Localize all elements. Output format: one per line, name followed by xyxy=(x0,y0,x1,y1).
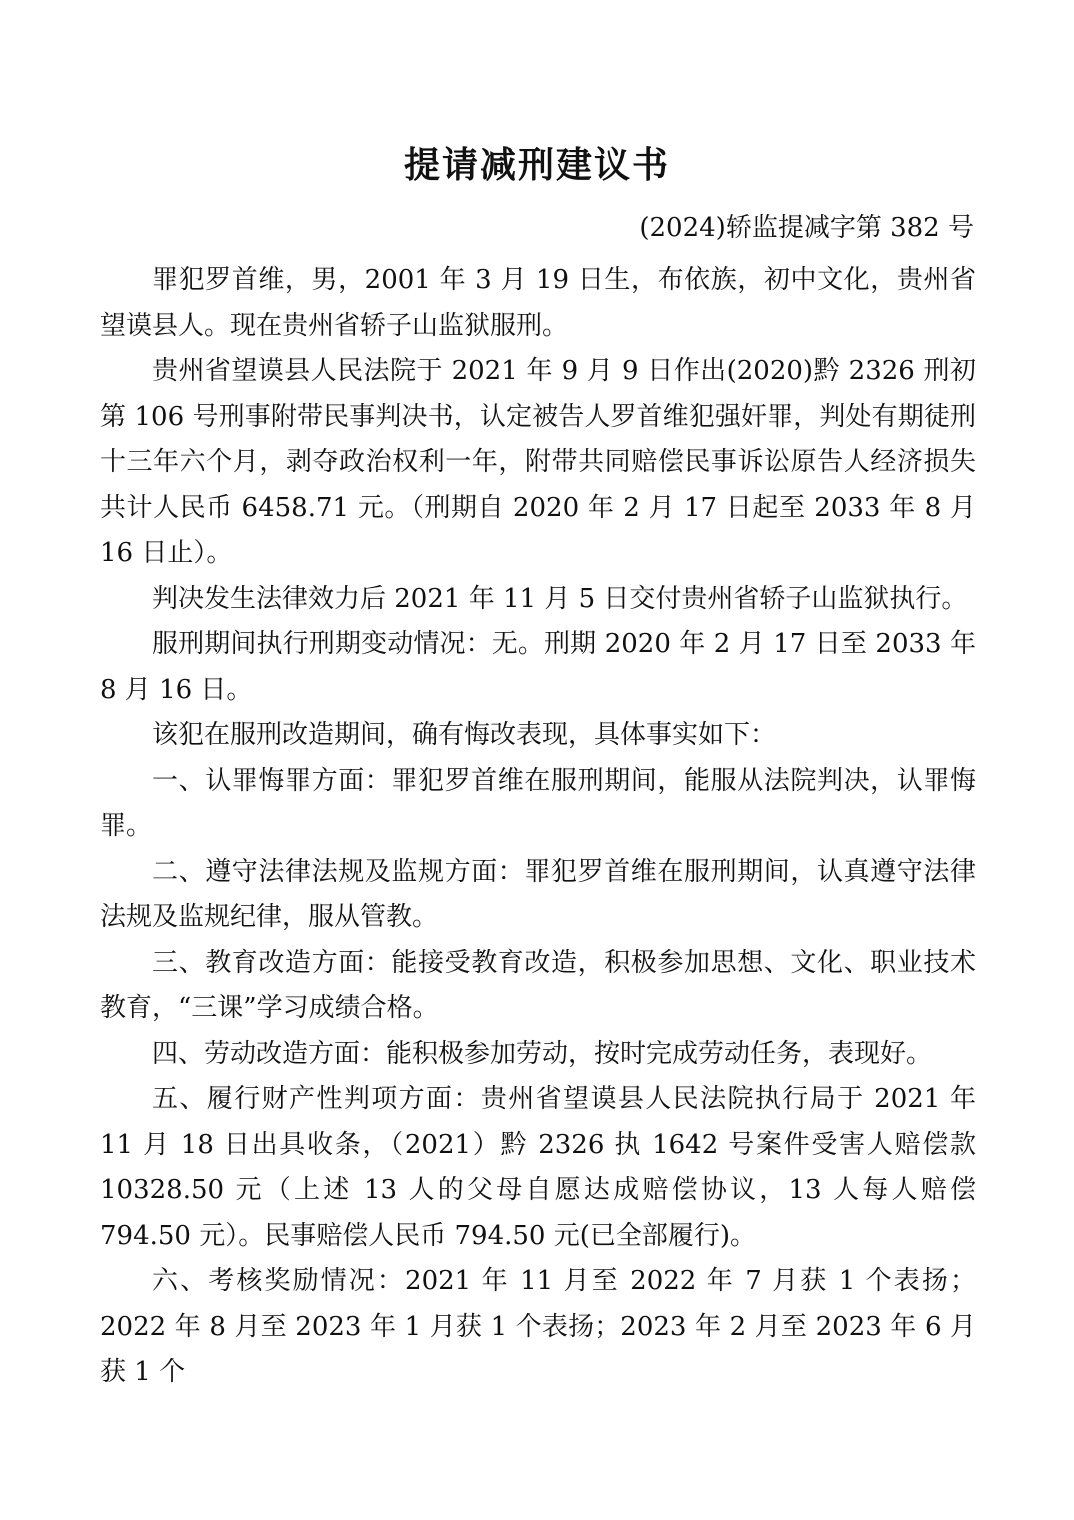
paragraph-facts-intro: 该犯在服刑改造期间，确有悔改表现，具体事实如下： xyxy=(152,720,777,750)
paragraph-sentence-changes: 服刑期间执行刑期变动情况：无。刑期 2020 年 2 月 17 日至 2033 年 8 月 16 日。 xyxy=(100,629,976,705)
paragraph-law-compliance: 二、遵守法律法规及监规方面：罪犯罗首维在服刑期间，认真遵守法律法规及监规纪律，服从管教。 xyxy=(100,856,976,932)
paragraph-labor: 四、劳动改造方面：能积极参加劳动，按时完成劳动任务，表现好。 xyxy=(152,1038,933,1069)
paragraph-criminal-info: 罪犯罗首维，男，2001 年 3 月 19 日生，布依族，初中文化，贵州省望谟县人。现在贵州省轿子山监狱服刑。 xyxy=(100,265,976,341)
paragraph-repentance: 一、认罪悔罪方面：罪犯罗首维在服刑期间，能服从法院判决，认罪悔罪。 xyxy=(100,765,976,841)
paragraph-rewards: 六、考核奖励情况：2021 年 11 月至 2022 年 7 月获 1 个表扬；2022 年 8 月至 2023 年 1 月获 1 个表扬；2023 年 2 月至 2023 年 6 月获 1 个 xyxy=(100,1266,976,1387)
document-number: (2024)轿监提减字第 382 号 xyxy=(639,213,974,243)
paragraph-execution: 判决发生法律效力后 2021 年 11 月 5 日交付贵州省轿子山监狱执行。 xyxy=(152,583,968,614)
document-title: 提请减刑建议书 xyxy=(403,145,670,186)
paragraph-judgment: 贵州省望谟县人民法院于 2021 年 9 月 9 日作出(2020)黔 2326 刑初第 106 号刑事附带民事判决书，认定被告人罗首维犯强奸罪，判处有期徒刑十三年六个月，剥夺政治权利一年，附带共同赔偿民事诉讼原告人经济损失共计人民币 6458.71 元。（刑期自 2020 年 2 月 17 日起至 2033 年 8 月 16 日止）。 xyxy=(100,356,976,568)
paragraph-property-judgment: 五、履行财产性判项方面：贵州省望谟县人民法院执行局于 2021 年 11 月 18 日出具收条，（2021）黔 2326 执 1642 号案件受害人赔偿款 10328.50 元（上述 13 人的父母自愿达成赔偿协议，13 人每人赔偿794.50 元）。民事赔偿人民币 794.50 元(已全部履行)。 xyxy=(100,1084,976,1251)
paragraph-education: 三、教育改造方面：能接受教育改造，积极参加思想、文化、职业技术教育，“三课”学习成绩合格。 xyxy=(100,947,976,1023)
document-body xyxy=(100,258,976,1396)
